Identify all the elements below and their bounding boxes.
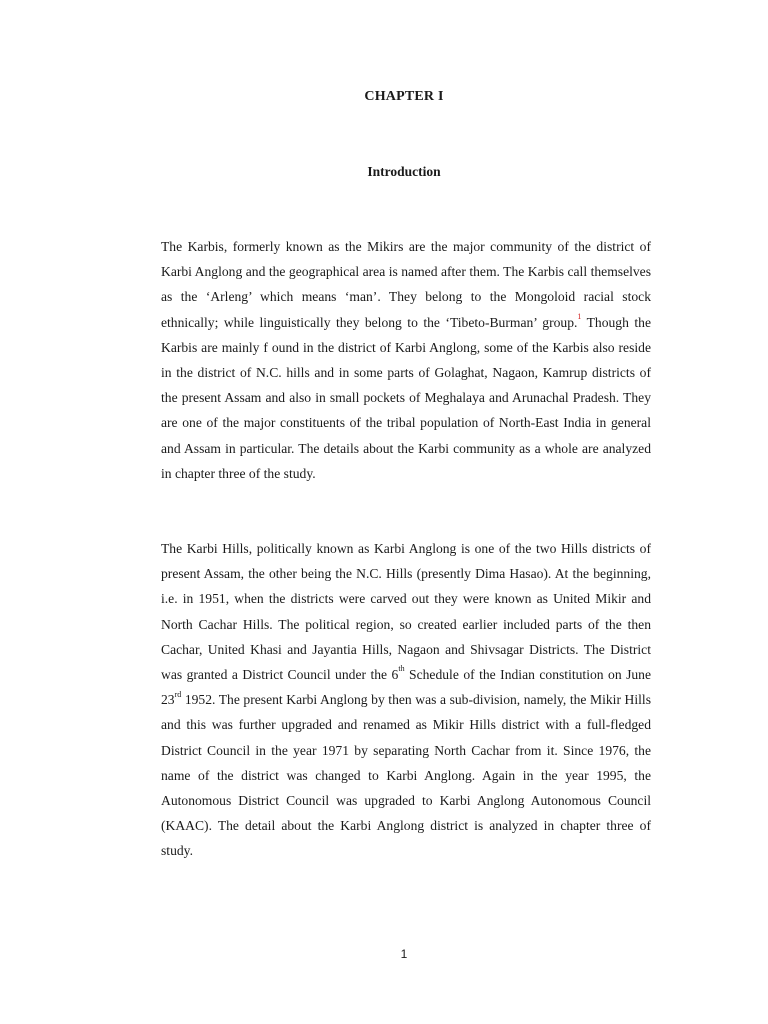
ordinal-superscript: th (398, 664, 405, 674)
paragraph-text: Though the Karbis are mainly f ound in the district of Karbi Anglong, some of the Karbis also reside in the district of N.C. hills and in some parts of Golaghat, Nagaon, Kamrup districts of the present Assam and also in small pockets of Meghalaya and Arunachal Pradesh. They are one of the major constituents of the tribal population of North-East India in general and Assam in particular. The details about the Karbi community as a whole are analyzed in chapter three of the study. (161, 314, 651, 481)
footnote-reference[interactable]: 1 (577, 312, 582, 322)
ordinal-superscript: rd (174, 689, 182, 699)
paragraph-karbi-hills (161, 536, 651, 864)
section-heading: Introduction (367, 164, 441, 179)
paragraph-karbis-intro (161, 234, 651, 486)
page-number: 1 (400, 947, 408, 961)
chapter-heading: CHAPTER I (364, 89, 444, 104)
paragraph-text: 1952. The present Karbi Anglong by then was a sub-division, namely, the Mikir Hills and this was further upgraded and renamed as Mikir Hills district with a full-fledged District Council in the year 1971 by separating North Cachar from it. Since 1976, the name of the district was changed to Karbi Anglong. Again in the year 1995, the Autonomous District Council was upgraded to Karbi Anglong Autonomous Council (KAAC). The detail about the Karbi Anglong district is analyzed in chapter three of study. (161, 692, 651, 859)
paragraph-text: The Karbis, formerly known as the Mikirs are the major community of the district of Karbi Anglong and the geographical area is named after them. The Karbis call themselves as the ‘Arleng’ which means ‘man’. They belong to the Mongoloid racial stock ethnically; while linguistically they belong to the ‘Tibeto-Burman’ group. (161, 239, 651, 330)
paragraph-text: Schedule of the Indian constitution on June 23 (161, 667, 651, 708)
paragraph-text: The Karbi Hills, politically known as Karbi Anglong is one of the two Hills districts of present Assam, the other being the N.C. Hills (presently Dima Hasao). At the beginning, i.e. in 1951, when the districts were carved out they were known as United Mikir and North Cachar Hills. The political region, so created earlier included parts of the then Cachar, United Khasi and Jayantia Hills, Nagaon and Shivsagar Districts. The District was granted a District Council under the 6 (161, 541, 651, 683)
